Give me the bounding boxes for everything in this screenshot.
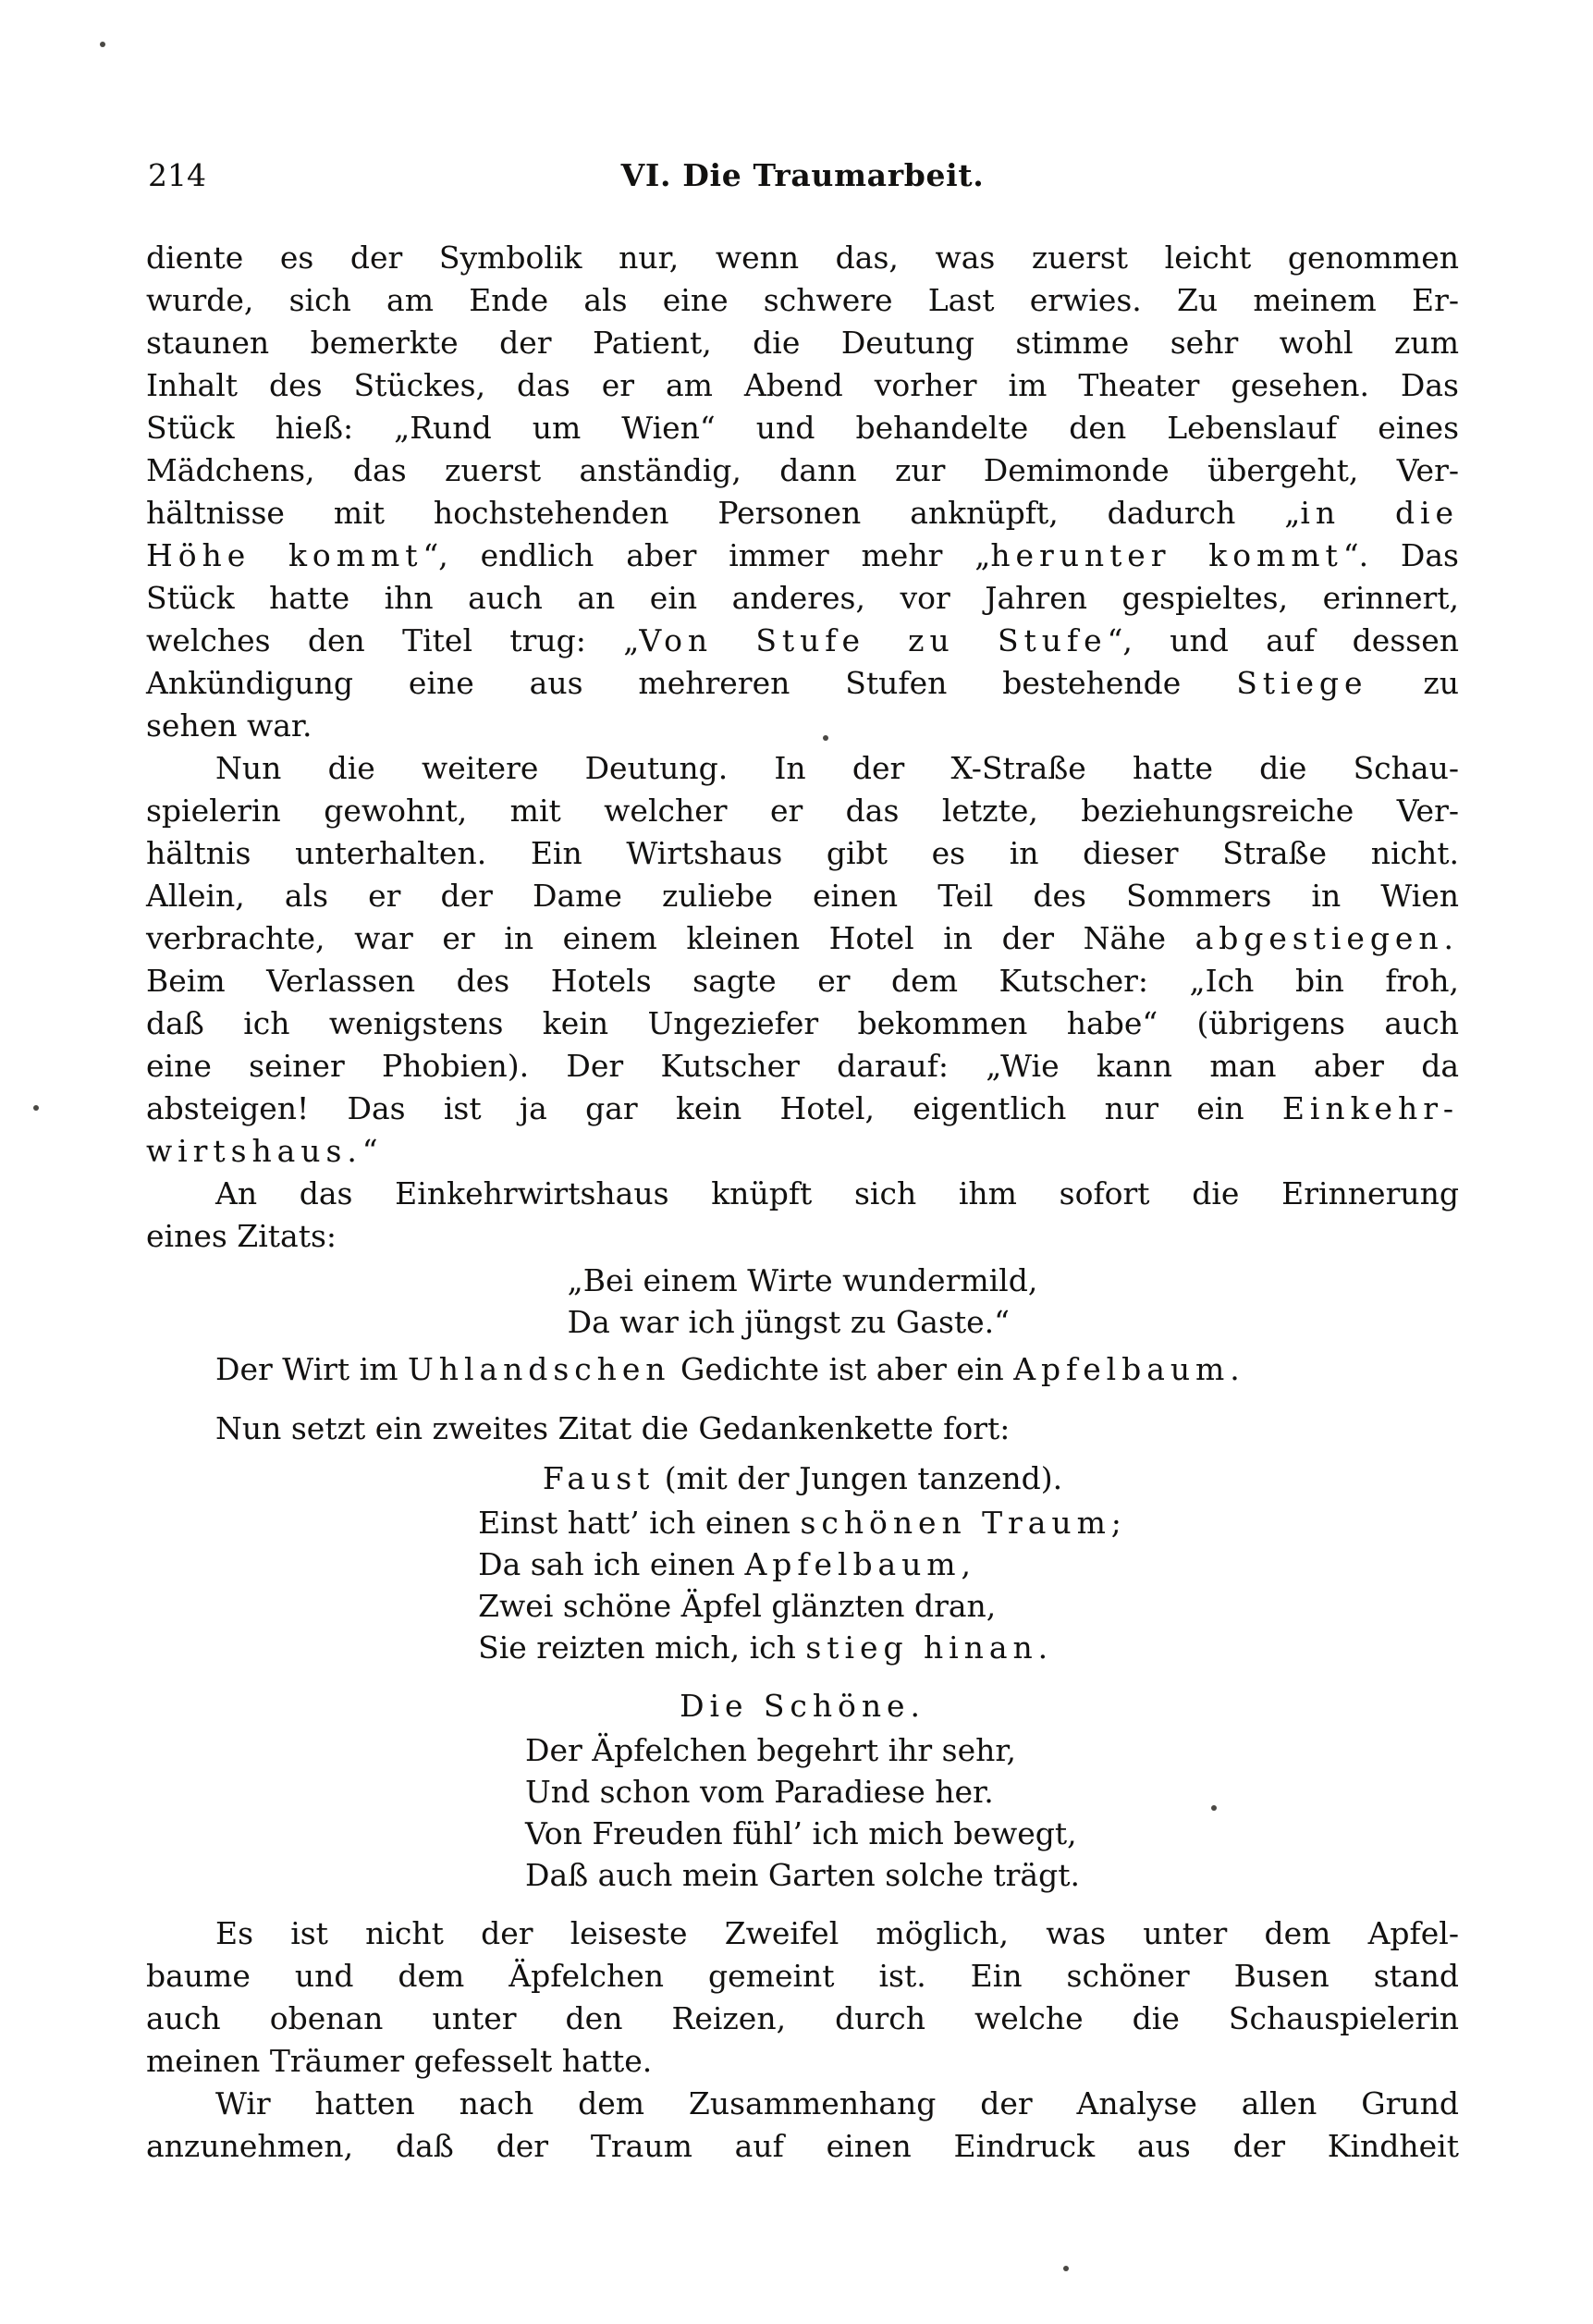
paragraph [146, 1348, 1459, 1391]
text-line [146, 1215, 1459, 1258]
text-segment: Allein, als er der Dame zuliebe einen Teil des Sommers in Wien [146, 878, 1459, 914]
letterspaced-text: herunter kommt [990, 537, 1343, 573]
text-line [478, 1543, 1127, 1585]
text-segment: “ [361, 1133, 378, 1169]
page-number: 214 [148, 157, 206, 193]
text-segment: Stück hieß: „Rund um Wien“ und behandelte den Lebenslauf eines [146, 410, 1459, 446]
letterspaced-text: Uhlandschen [408, 1351, 671, 1387]
text-line [146, 364, 1459, 407]
paragraph [146, 1173, 1459, 1258]
text-segment: eine seiner Phobien). Der Kutscher darauf: „Wie kann man aber da [146, 1048, 1459, 1084]
paragraph [146, 747, 1459, 1173]
verse [478, 1502, 1127, 1668]
verse-heading [146, 1685, 1459, 1728]
text-line [146, 322, 1459, 364]
text-line [146, 832, 1459, 875]
text-line [146, 747, 1459, 790]
paragraph [146, 237, 1459, 747]
text-line [525, 1771, 1080, 1813]
text-segment: Gedichte ist aber ein [670, 1351, 1014, 1387]
text-segment: Mädchens, das zuerst anständig, dann zur Demimonde übergeht, Ver- [146, 452, 1459, 488]
text-line [146, 2040, 1459, 2083]
verse-heading [146, 1457, 1459, 1500]
text-segment: “. Das [1342, 537, 1459, 573]
text-line [146, 449, 1459, 492]
scan-speck [1063, 2266, 1069, 2271]
text-segment: Und schon vom Paradiese her. [525, 1774, 994, 1810]
letterspaced-text: Stiege [1236, 665, 1368, 701]
text-line [146, 1002, 1459, 1045]
running-title: VI. Die Traumarbeit. [620, 157, 985, 193]
text-segment: anzunehmen, daß der Traum auf einen Eindruck aus der Kindheit [146, 2128, 1459, 2164]
text-segment: Der Wirt im [215, 1351, 409, 1387]
text-segment: verbrachte, war er in einem kleinen Hotel in der Nähe [146, 920, 1195, 956]
letterspaced-text: Einkehr- [1281, 1090, 1459, 1126]
text-segment: Einst hatt’ ich einen [478, 1505, 801, 1541]
text-segment: Nun die weitere Deutung. In der X-Straße hatte die Schau- [215, 750, 1459, 786]
text-line [146, 535, 1459, 577]
text-segment: diente es der Symbolik nur, wenn das, was zuerst leicht genommen [146, 240, 1459, 276]
text-line [146, 705, 1459, 747]
text-line [146, 1685, 1459, 1728]
text-line [146, 279, 1459, 322]
text-segment: Von Freuden fühl’ ich mich bewegt, [525, 1815, 1077, 1851]
text-segment: “, und auf dessen [1107, 622, 1459, 658]
text-segment: Ankündigung eine aus mehreren Stufen bestehende [146, 665, 1237, 701]
text-segment: spielerin gewohnt, mit welcher er das letzte, beziehungsreiche Ver- [146, 793, 1459, 829]
text-line [525, 1729, 1080, 1771]
text-line [568, 1301, 1038, 1343]
text-segment: hältnis unterhalten. Ein Wirtshaus gibt es in dieser Straße nicht. [146, 835, 1459, 871]
text-segment: “, endlich aber immer mehr „ [423, 537, 991, 573]
text-segment: wurde, sich am Ende als eine schwere Last erwies. Zu meinem Er- [146, 282, 1459, 318]
scan-speck [823, 735, 828, 741]
text-segment: welches den Titel trug: „ [146, 622, 640, 658]
text-segment: Sie reizten mich, ich [478, 1629, 806, 1666]
paragraph [146, 2083, 1459, 2168]
text-segment: auch obenan unter den Reizen, durch welche die Schauspielerin [146, 2000, 1459, 2036]
text-segment: staunen bemerkte der Patient, die Deutung stimme sehr wohl zum [146, 325, 1459, 361]
text-line [146, 1088, 1459, 1130]
text-line [478, 1502, 1127, 1543]
text-segment: absteigen! Das ist ja gar kein Hotel, eigentlich nur ein [146, 1090, 1282, 1126]
paragraph [146, 1912, 1459, 2083]
scan-speck [1211, 1805, 1217, 1811]
text-line [146, 2083, 1459, 2125]
text-segment: sehen war. [146, 707, 312, 744]
text-segment: zu [1367, 665, 1459, 701]
letterspaced-text: Apfelbaum, [744, 1546, 976, 1582]
text-segment: Da war ich jüngst zu Gaste.“ [567, 1304, 1011, 1340]
text-line [146, 1173, 1459, 1215]
text-line [146, 960, 1459, 1002]
text-line [478, 1585, 1127, 1627]
text-line [146, 917, 1459, 960]
text-segment: baume und dem Äpfelchen gemeint ist. Ein schöner Busen stand [146, 1958, 1459, 1994]
text-line [568, 1260, 1038, 1301]
text-segment: Der Äpfelchen begehrt ihr sehr, [525, 1732, 1017, 1768]
text-line [146, 1130, 1459, 1173]
scan-speck [33, 1105, 39, 1111]
text-line [146, 407, 1459, 449]
text-segment: Es ist nicht der leiseste Zweifel möglich, was unter dem Apfel- [215, 1915, 1459, 1951]
quote [568, 1260, 1038, 1343]
text-segment: Inhalt des Stückes, das er am Abend vorher im Theater gesehen. Das [146, 367, 1459, 403]
text-line [146, 875, 1459, 917]
letterspaced-text: Apfelbaum. [1013, 1351, 1245, 1387]
text-line [146, 1045, 1459, 1088]
letterspaced-text: Faust [542, 1460, 656, 1496]
text-line [146, 577, 1459, 620]
text-line [146, 237, 1459, 279]
text-line [478, 1627, 1127, 1668]
letterspaced-text: stieg hinan. [805, 1629, 1054, 1666]
text-segment: Stück hatte ihn auch an ein anderes, vor Jahren gespieltes, erinnert, [146, 580, 1459, 616]
letterspaced-text: in die [1300, 495, 1459, 531]
text-line [146, 1348, 1459, 1391]
verse [525, 1729, 1080, 1896]
text-segment: Beim Verlassen des Hotels sagte er dem Kutscher: „Ich bin froh, [146, 963, 1459, 999]
text-segment: hältnisse mit hochstehenden Personen anknüpft, dadurch „ [146, 495, 1301, 531]
letterspaced-text: Von Stufe zu Stufe [639, 622, 1108, 658]
letterspaced-text: schönen Traum; [800, 1505, 1127, 1541]
scan-speck [100, 42, 105, 47]
letterspaced-text: Die Schöne. [680, 1688, 925, 1724]
text-column [146, 155, 1459, 2168]
text-line [146, 1912, 1459, 1955]
text-segment: daß ich wenigstens kein Ungeziefer bekommen habe“ (übrigens auch [146, 1005, 1459, 1041]
paragraph [146, 1408, 1459, 1450]
text-segment: An das Einkehrwirtshaus knüpft sich ihm sofort die Erinnerung [215, 1175, 1459, 1211]
page-header [146, 155, 1459, 196]
text-segment: Da sah ich einen [478, 1546, 745, 1582]
text-line [146, 1998, 1459, 2040]
text-line [146, 1408, 1459, 1450]
text-segment: „Bei einem Wirte wundermild, [567, 1262, 1038, 1298]
text-segment: (mit der Jungen tanzend). [655, 1460, 1063, 1496]
text-line [525, 1813, 1080, 1854]
text-segment: Zwei schöne Äpfel glänzten dran, [478, 1588, 997, 1624]
letterspaced-text: abgestiegen. [1195, 920, 1459, 956]
text-line [146, 492, 1459, 535]
text-segment: Wir hatten nach dem Zusammenhang der Analyse allen Grund [215, 2085, 1459, 2121]
text-line [146, 620, 1459, 662]
text-line [525, 1854, 1080, 1896]
text-segment: meinen Träumer gefesselt hatte. [146, 2043, 653, 2079]
text-segment: Daß auch mein Garten solche trägt. [525, 1857, 1080, 1893]
text-segment: Nun setzt ein zweites Zitat die Gedankenkette fort: [215, 1410, 1011, 1446]
text-line [146, 790, 1459, 832]
letterspaced-text: Höhe kommt [146, 537, 423, 573]
text-segment: eines Zitats: [146, 1218, 337, 1254]
text-line [146, 662, 1459, 705]
text-line [146, 2125, 1459, 2168]
letterspaced-text: wirtshaus. [146, 1133, 362, 1169]
text-line [146, 1955, 1459, 1998]
text-line [146, 1457, 1459, 1500]
page-body [146, 237, 1459, 2168]
